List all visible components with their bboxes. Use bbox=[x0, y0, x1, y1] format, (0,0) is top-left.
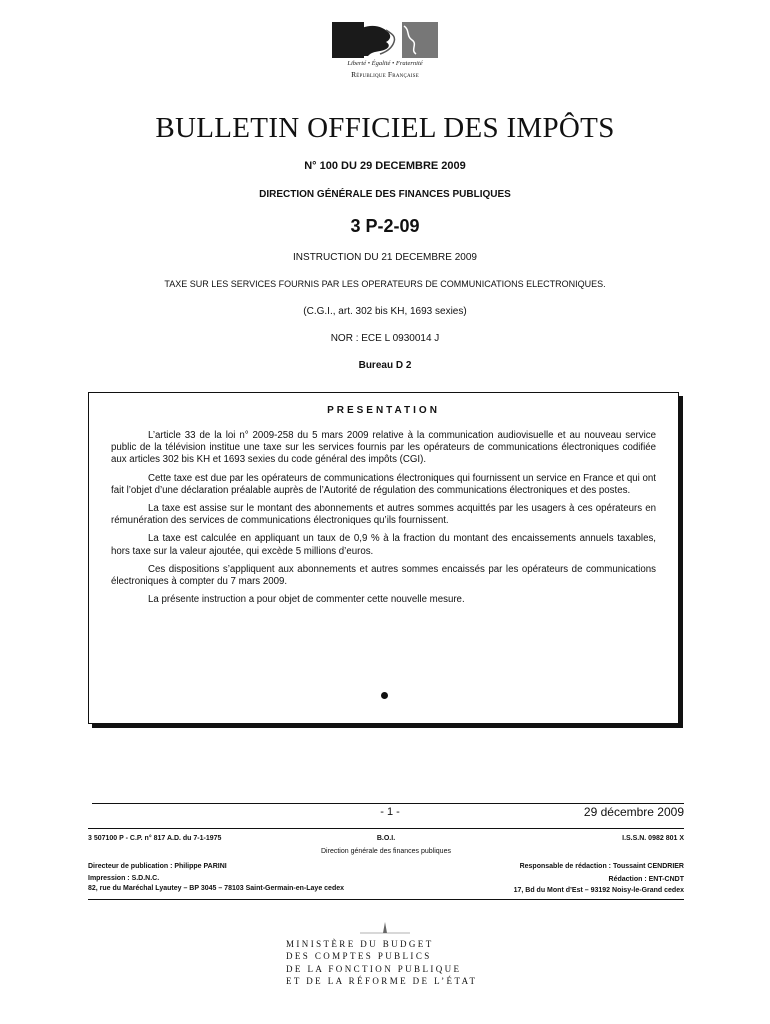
bulletin-title: BULLETIN OFFICIEL DES IMPÔTS bbox=[155, 112, 615, 144]
bureau: Bureau D 2 bbox=[358, 360, 412, 371]
ministry-name bbox=[286, 938, 486, 987]
publication-info bbox=[88, 828, 684, 900]
cgi-reference: (C.G.I., art. 302 bis KH, 1693 sexies) bbox=[303, 306, 467, 317]
ministry-line: DE LA FONCTION PUBLIQUE bbox=[286, 963, 462, 974]
republic-name: République Française bbox=[351, 70, 419, 79]
issue-number: N° 100 DU 29 DECEMBRE 2009 bbox=[304, 160, 466, 172]
cp-number: 3 507100 P - C.P. n° 817 A.D. du 7-1-1975 bbox=[88, 835, 222, 842]
direction-line: DIRECTION GÉNÉRALE DES FINANCES PUBLIQUES bbox=[259, 189, 511, 200]
ministry-line: DES COMPTES PUBLICS bbox=[286, 951, 432, 962]
redaction: Rédaction : ENT-CNDT bbox=[608, 876, 684, 883]
presentation-paragraph: Ces dispositions s’appliquent aux abonnements et autres sommes encaissés par les opérateurs de communications électroniques à compter du 7 mars 2009. bbox=[111, 563, 656, 588]
editor-in-chief: Responsable de rédaction : Toussaint CENDRIER bbox=[519, 863, 684, 870]
footer-date: 29 décembre 2009 bbox=[583, 805, 684, 819]
redaction-address: 17, Bd du Mont d’Est – 93192 Noisy-le-Grand cedex bbox=[513, 887, 684, 894]
presentation-paragraph: La taxe est assise sur le montant des abonnements et autres sommes acquittés par les usagers à ces opérateurs en rémunération des services de communications électroniques qu’ils fournissent. bbox=[111, 503, 656, 527]
marianne-flag-icon bbox=[332, 22, 438, 58]
printing: Impression : S.D.N.C. bbox=[88, 875, 160, 882]
presentation-paragraph: La taxe est calculée en appliquant un taux de 0,9 % à la fraction du montant des encaissements annuels taxables, hors taxe sur la valeur ajoutée, qui excède 5 millions d’euros. bbox=[111, 533, 656, 557]
boi-direction: Direction générale des finances publiques bbox=[321, 848, 451, 855]
ministry-line: MINISTÈRE DU BUDGET bbox=[286, 939, 434, 949]
page-number: - 1 - bbox=[380, 806, 400, 818]
instruction-date: INSTRUCTION DU 21 DECEMBRE 2009 bbox=[293, 252, 477, 263]
printing-address: 82, rue du Maréchal Lyautey – BP 3045 – 78103 Saint-Germain-en-Laye cedex bbox=[88, 885, 345, 892]
presentation-heading: PRESENTATION bbox=[327, 405, 440, 416]
bullet-icon bbox=[381, 692, 388, 699]
boi-label: B.O.I. bbox=[376, 835, 396, 842]
nor-reference: NOR : ECE L 0930014 J bbox=[330, 333, 440, 344]
presentation-paragraph: La présente instruction a pour objet de commenter cette nouvelle mesure. bbox=[148, 594, 465, 606]
ministry-line: ET DE LA RÉFORME DE L’ÉTAT bbox=[286, 975, 478, 986]
issn: I.S.S.N. 0982 801 X bbox=[622, 835, 684, 842]
republic-logo bbox=[332, 22, 438, 84]
publication-director: Directeur de publication : Philippe PARINI bbox=[88, 863, 227, 870]
presentation-paragraph: L’article 33 de la loi n° 2009-258 du 5 mars 2009 relative à la communication audiovisuelle et au nouveau service public de la télévision institue une taxe sur les services fournis par les opérateurs de communications électroniques codifiée aux articles 302 bis KH et 1693 sexies du code général des impôts (CGI). bbox=[111, 430, 656, 466]
presentation-paragraph: Cette taxe est due par les opérateurs de communications électroniques qui fournissent un service en France et qui ont fait l’objet d’une déclaration préalable auprès de l’Autorité de régulation des communications électroniques et des postes. bbox=[111, 472, 656, 496]
presentation-box bbox=[88, 392, 679, 724]
ministry-emblem-icon bbox=[360, 920, 410, 934]
footer-divider bbox=[92, 803, 684, 804]
document-reference: 3 P-2-09 bbox=[350, 216, 420, 236]
document-subject: TAXE SUR LES SERVICES FOURNIS PAR LES OPERATEURS DE COMMUNICATIONS ELECTRONIQUES. bbox=[164, 279, 606, 289]
republic-motto: Liberté • Égalité • Fraternité bbox=[347, 60, 423, 67]
